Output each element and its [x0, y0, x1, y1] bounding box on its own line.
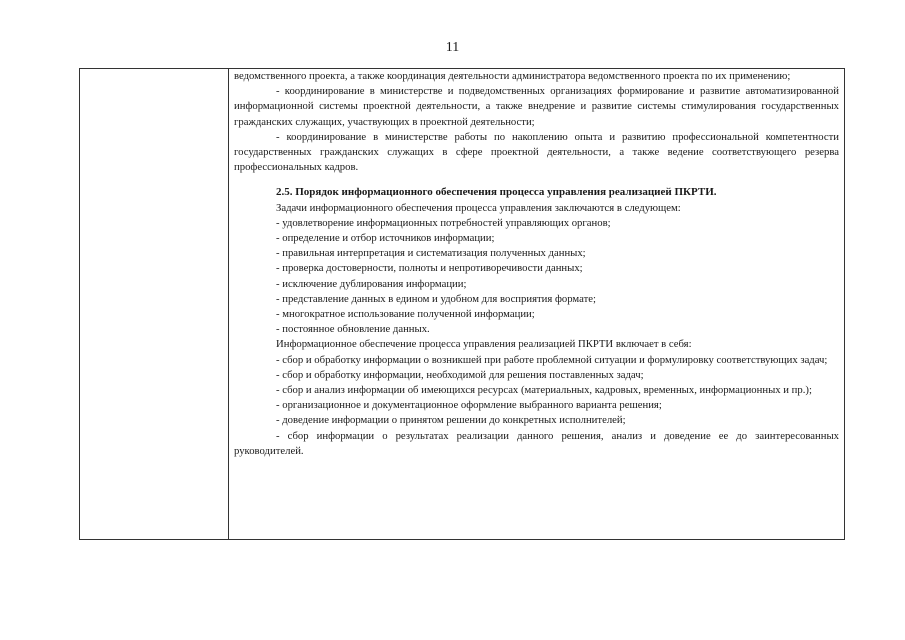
list-item: - доведение информации о принятом решении до конкретных исполнителей; — [276, 414, 626, 427]
list-item: - сбор информации о результатах реализации данного решения, анализ и доведение ее до заинтересованных руководителей. — [234, 429, 839, 457]
includes-intro: Информационное обеспечение процесса управления реализацией ПКРТИ включает в себя: — [276, 338, 692, 351]
list-item: - удовлетворение информационных потребностей управляющих органов; — [276, 216, 611, 229]
paragraph-continuation: ведомственного проекта, а также координация деятельности администратора ведомственного проекта по их применению; — [234, 70, 791, 82]
paragraph-ais-coordination: - координирование в министерстве и подведомственных организациях формирование и развитие автоматизированной информационной системы проектной деятельности, а также внедрение и развитие системы стимулирования государственных гражданских служащих, участвующих в проектной деятельности; — [234, 85, 839, 128]
list-item: - постоянное обновление данных. — [276, 323, 430, 336]
list-item: - исключение дублирования информации; — [276, 277, 467, 290]
list-item: - организационное и документационное оформление выбранного варианта решения; — [276, 399, 662, 412]
section-intro: Задачи информационного обеспечения процесса управления заключаются в следующем: — [276, 201, 681, 214]
table-left-column — [80, 69, 229, 539]
list-item: - сбор и анализ информации об имеющихся ресурсах (материальных, кадровых, временных, информационных и пр.); — [276, 384, 812, 397]
page-number: 11 — [445, 40, 460, 55]
list-item: - сбор и обработку информации, необходимой для решения поставленных задач; — [276, 368, 644, 381]
paragraph-competence-coordination: - координирование в министерстве работы по накоплению опыта и развитию профессиональной компетентности государственных гражданских служащих в сфере проектной деятельности, а также ведение соответствующего резерва профессиональных кадров. — [234, 130, 839, 174]
list-item: - проверка достоверности, полноты и непротиворечивости данных; — [276, 262, 583, 275]
list-item: - правильная интерпретация и систематизация полученных данных; — [276, 247, 586, 260]
list-item: - определение и отбор источников информации; — [276, 232, 495, 245]
list-item: - представление данных в едином и удобном для восприятия формате; — [276, 292, 596, 305]
list-item: - многократное использование полученной информации; — [276, 308, 535, 321]
document-table — [79, 68, 845, 540]
list-item: - сбор и обработку информации о возникшей при работе проблемной ситуации и формулировку соответствующих задач; — [276, 353, 828, 366]
section-heading: 2.5. Порядок информационного обеспечения процесса управления реализацией ПКРТИ. — [276, 186, 717, 199]
table-right-column — [230, 69, 844, 539]
